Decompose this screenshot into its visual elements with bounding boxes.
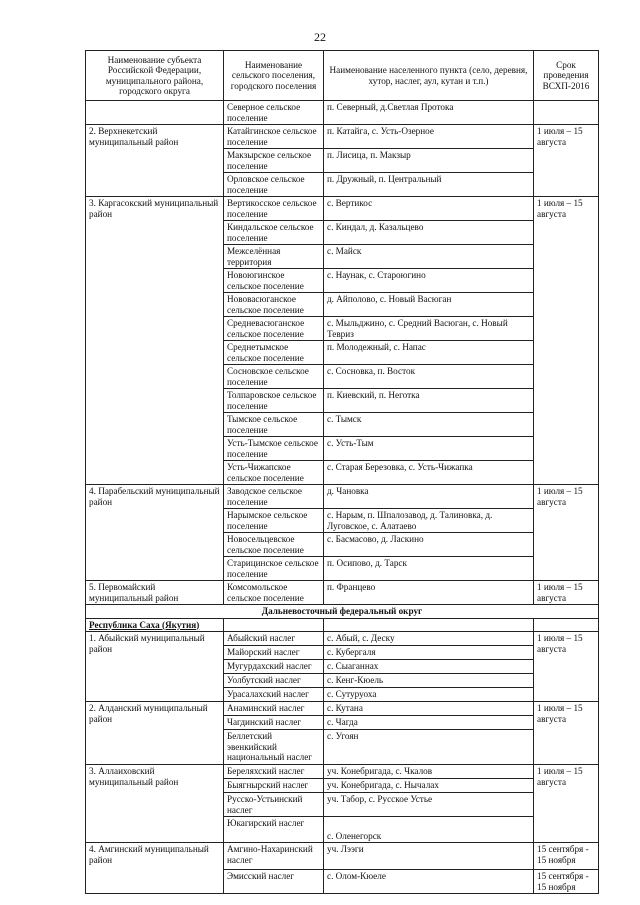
- locality-cell: с. Майск: [324, 245, 534, 269]
- locality-cell: п. Катайга, с. Усть-Озерное: [324, 125, 534, 149]
- table-row: [86, 125, 599, 149]
- settlement-cell: Нововасюганское сельское поселение: [224, 293, 324, 317]
- locality-cell: уч. Конебригада, с. Нычалах: [324, 779, 534, 793]
- locality-cell: с. Мыльджино, с. Средний Васюган, с. Новый Тевриз: [324, 317, 534, 341]
- header-settlement: Наименование сельского поселения, городского поселения: [224, 51, 324, 101]
- locality-cell: уч. Табор, с. Русское Устье: [324, 793, 534, 817]
- district-cell: 3. Аллаиховский муниципальный район: [86, 765, 224, 843]
- settlement-cell: Новоюгинское сельское поселение: [224, 269, 324, 293]
- region-heading: Республика Саха (Якутия): [86, 618, 224, 632]
- district-cell: 1. Абыйский муниципальный район: [86, 632, 224, 702]
- settlement-cell: Мугурдахский наслег: [224, 660, 324, 674]
- section-row: [86, 605, 599, 619]
- settlement-cell: Новосельцевское сельское поселение: [224, 533, 324, 557]
- census-schedule-table: [85, 50, 599, 894]
- region-row: [86, 618, 599, 632]
- district-cell: [86, 101, 224, 125]
- locality-cell: [324, 618, 534, 632]
- period-cell: 1 июля – 15 августа: [534, 125, 599, 197]
- settlement-cell: Береляхский наслег: [224, 765, 324, 779]
- federal-district-heading: Дальневосточный федеральный округ: [86, 605, 599, 619]
- locality-cell: с. Оленегорск: [324, 817, 534, 843]
- locality-cell: с. Кубергаля: [324, 646, 534, 660]
- locality-cell: с. Вертикос: [324, 197, 534, 221]
- locality-cell: п. Киевский, п. Неготка: [324, 389, 534, 413]
- settlement-cell: Орловское сельское поселение: [224, 173, 324, 197]
- settlement-cell: Нарымское сельское поселение: [224, 509, 324, 533]
- district-cell: 5. Первомайский муниципальный район: [86, 581, 224, 605]
- locality-cell: п. Дружный, п. Центральный: [324, 173, 534, 197]
- settlement-cell: Абыйский наслег: [224, 632, 324, 646]
- settlement-cell: Комсомольское сельское поселение: [224, 581, 324, 605]
- settlement-cell: Анаминский наслег: [224, 702, 324, 716]
- settlement-cell: Усть-Тымское сельское поселение: [224, 437, 324, 461]
- table-row: [86, 702, 599, 716]
- settlement-cell: Вертикосское сельское поселение: [224, 197, 324, 221]
- locality-cell: с. Усть-Тым: [324, 437, 534, 461]
- period-cell: 15 сентября - 15 ноября: [534, 843, 599, 870]
- settlement-cell: Среднетымское сельское поселение: [224, 341, 324, 365]
- period-cell: 15 сентября - 15 ноября: [534, 870, 599, 894]
- locality-cell: с. Тымск: [324, 413, 534, 437]
- period-cell: 1 июля – 15 августа: [534, 485, 599, 581]
- locality-cell: с. Чагда: [324, 716, 534, 730]
- settlement-cell: Тымское сельское поселение: [224, 413, 324, 437]
- district-cell: 2. Верхнекетский муниципальный район: [86, 125, 224, 197]
- settlement-cell: Киндальское сельское поселение: [224, 221, 324, 245]
- header-subject: Наименование субъекта Российской Федерации, муниципального района, городского округа: [86, 51, 224, 101]
- settlement-cell: Майорский наслег: [224, 646, 324, 660]
- table-row: [86, 485, 599, 509]
- settlement-cell: Уолбутский наслег: [224, 674, 324, 688]
- settlement-cell: Русско-Устьинский наслег: [224, 793, 324, 817]
- period-cell: [534, 101, 599, 125]
- settlement-cell: Чагдинский наслег: [224, 716, 324, 730]
- settlement-cell: Усть-Чижапское сельское поселение: [224, 461, 324, 485]
- settlement-cell: Катайгинское сельское поселение: [224, 125, 324, 149]
- locality-cell: с. Олом-Кюеле: [324, 870, 534, 894]
- locality-cell: п. Молодежный, с. Напас: [324, 341, 534, 365]
- locality-cell: с. Сыаганнах: [324, 660, 534, 674]
- period-cell: 1 июля – 15 августа: [534, 632, 599, 702]
- period-cell: 1 июля – 15 августа: [534, 765, 599, 843]
- district-cell: 4. Парабельский муниципальный район: [86, 485, 224, 581]
- header-locality: Наименование населенного пункта (село, деревня, хутор, наслег, аул, кутан и т.п.): [324, 51, 534, 101]
- settlement-cell: Заводское сельское поселение: [224, 485, 324, 509]
- locality-cell: с. Сутуруоха: [324, 688, 534, 702]
- locality-cell: с. Кенг-Кюель: [324, 674, 534, 688]
- table-row: [86, 197, 599, 221]
- locality-cell: с. Абый, с. Деску: [324, 632, 534, 646]
- page-number: 22: [314, 30, 326, 44]
- locality-cell: п. Францево: [324, 581, 534, 605]
- settlement-cell: Макзырское сельское поселение: [224, 149, 324, 173]
- table-row: [86, 101, 599, 125]
- settlement-cell: Беллетский эвенкийский национальный наслег: [224, 730, 324, 765]
- locality-cell: уч. Конебригада, с. Чкалов: [324, 765, 534, 779]
- locality-cell: с. Угоян: [324, 730, 534, 765]
- table-row: [86, 632, 599, 646]
- locality-cell: д. Айполово, с. Новый Васюган: [324, 293, 534, 317]
- district-cell: 4. Амгинский муниципальный район: [86, 843, 224, 894]
- locality-cell: д. Чановка: [324, 485, 534, 509]
- locality-cell: с. Сосновка, п. Восток: [324, 365, 534, 389]
- locality-cell: с. Нарым, п. Шпалозавод, д. Талиновка, д. Луговское, с. Алатаево: [324, 509, 534, 533]
- settlement-cell: Сосновское сельское поселение: [224, 365, 324, 389]
- locality-cell: с. Киндал, д. Казальцево: [324, 221, 534, 245]
- district-cell: 3. Каргасокский муниципальный район: [86, 197, 224, 485]
- locality-cell: п. Лисица, п. Макзыр: [324, 149, 534, 173]
- table-row: [86, 581, 599, 605]
- settlement-cell: Амгино-Нахаринский наслег: [224, 843, 324, 870]
- locality-cell: с. Басмасово, д. Ласкино: [324, 533, 534, 557]
- period-cell: 1 июля – 15 августа: [534, 197, 599, 485]
- settlement-cell: Быягнырский наслег: [224, 779, 324, 793]
- settlement-cell: [224, 618, 324, 632]
- locality-cell: с. Кутана: [324, 702, 534, 716]
- header-period: Срок проведения ВСХП-2016: [534, 51, 599, 101]
- locality-cell: с. Старая Березовка, с. Усть-Чижапка: [324, 461, 534, 485]
- period-cell: 1 июля – 15 августа: [534, 702, 599, 765]
- locality-cell: с. Наунак, с. Староюгино: [324, 269, 534, 293]
- table-header-row: [86, 51, 599, 101]
- settlement-cell: Юкагирский наслег: [224, 817, 324, 843]
- period-cell: [534, 618, 599, 632]
- table-row: [86, 843, 599, 870]
- settlement-cell: Старицинское сельское поселение: [224, 557, 324, 581]
- locality-cell: п. Северный, д.Светлая Протока: [324, 101, 534, 125]
- settlement-cell: Эмисский наслег: [224, 870, 324, 894]
- period-cell: 1 июля – 15 августа: [534, 581, 599, 605]
- settlement-cell: Толпаровское сельское поселение: [224, 389, 324, 413]
- settlement-cell: Северное сельское поселение: [224, 101, 324, 125]
- settlement-cell: Урасалахский наслег: [224, 688, 324, 702]
- locality-cell: п. Осипово, д. Тарск: [324, 557, 534, 581]
- table-row: [86, 765, 599, 779]
- district-cell: 2. Алданский муниципальный район: [86, 702, 224, 765]
- locality-cell: уч. Лээги: [324, 843, 534, 870]
- settlement-cell: Средневасюганское сельское поселение: [224, 317, 324, 341]
- settlement-cell: Межселённая территория: [224, 245, 324, 269]
